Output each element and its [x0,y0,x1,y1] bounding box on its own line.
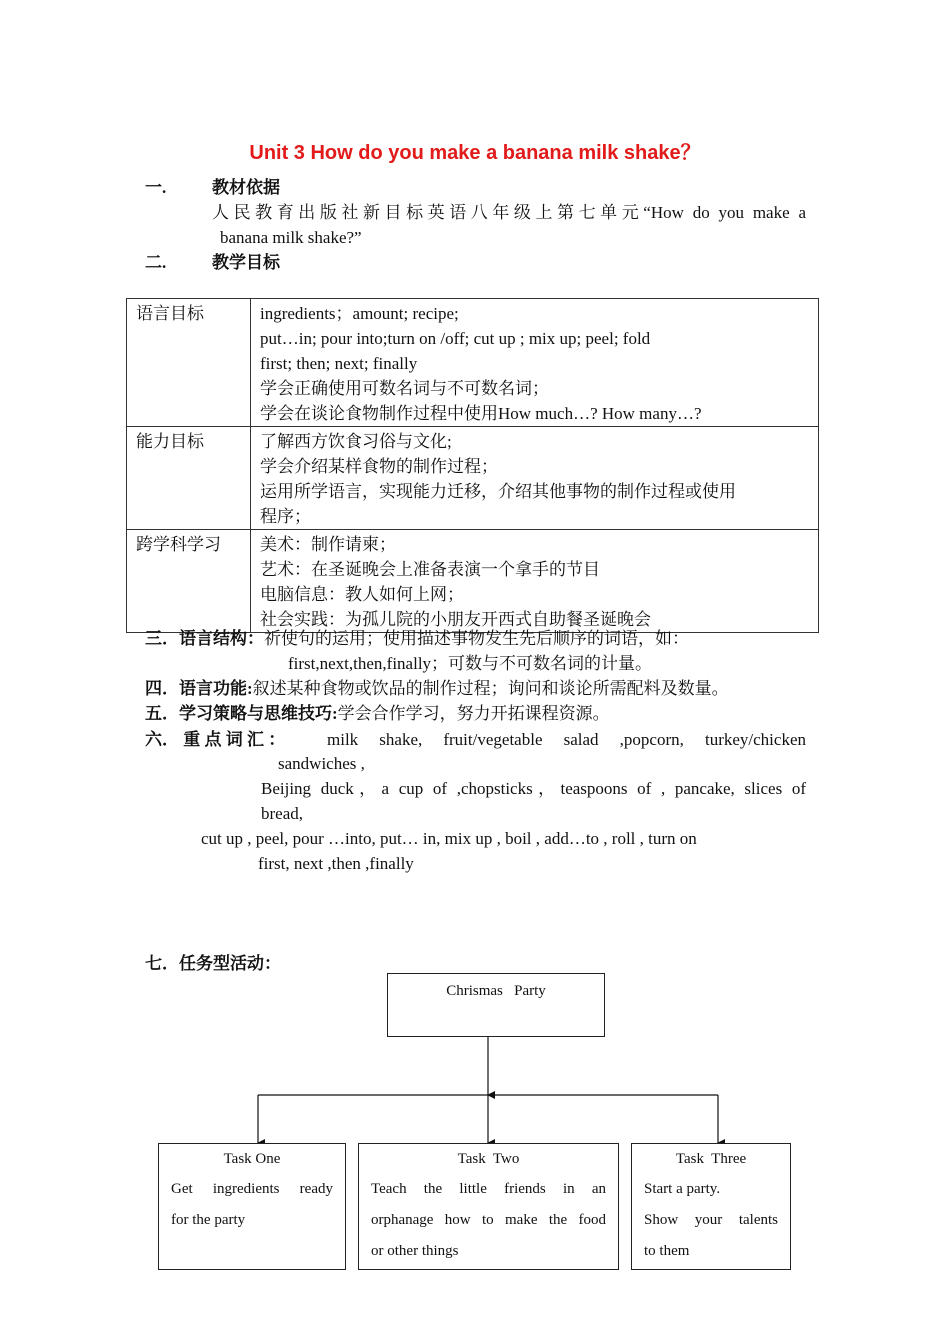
task-three-line: Show your talents [644,1212,778,1228]
task-one-line: for the party [171,1212,246,1228]
task-two-box [358,1143,619,1270]
task-two-line: Teach the little friends in an [371,1181,606,1197]
task-three-line: Start a party. [644,1181,721,1197]
task-two-line: orphanage how to make the food [371,1212,606,1228]
goal-label: 能力目标 [127,427,251,530]
goal-line: 电脑信息：教人如何上网； [260,585,464,604]
section-1-heading: 教材依据 [212,178,280,197]
section-6-heading: 六． 重 点 词 汇 ： [145,730,286,749]
task-three-body [632,1174,790,1267]
task-one-body [159,1174,345,1236]
section-3-text-line2: first,next,then,finally；可数与不可数名词的计量。 [288,654,653,673]
task-one-line: Get ingredients ready [171,1181,333,1197]
task-two-title: Task Two [457,1151,520,1167]
goal-line: 美术：制作请柬； [260,535,396,554]
section-2-heading: 教学目标 [212,253,280,272]
goal-line: put…in; pour into;turn on /off; cut up ; mix up; peel; fold [260,329,651,348]
vocab-line-4: bread, [261,804,304,823]
section-5-heading: 五．学习策略与思维技巧: [145,704,338,723]
diagram-root-label: Chrismas Party [446,983,546,999]
goal-line: 学会正确使用可数名词与不可数名词； [260,379,549,398]
section-2-number: 二. [145,253,167,272]
task-three-title: Task Three [675,1151,747,1167]
vocab-line-5: cut up , peel, pour …into, put… in, mix up , boil , add…to , roll , turn on [201,829,697,848]
section-1-text-line2: banana milk shake?” [220,228,362,247]
goal-line: 学会在谈论食物制作过程中使用How much…? How many…? [260,404,702,423]
section-7-heading: 七．任务型活动： [145,954,281,973]
diagram-root-box [387,973,605,1037]
section-3-heading: 三．语言结构： [145,629,264,648]
task-two-body [359,1174,618,1267]
task-two-line: or other things [371,1243,459,1259]
task-one-title: Task One [223,1151,281,1167]
task-three-box [631,1143,791,1270]
goal-line: 运用所学语言，实现能力迁移，介绍其他事物的制作过程或使用 [260,482,736,501]
goal-label: 语言目标 [127,299,251,427]
goal-line: 程序； [260,507,311,526]
goal-line: 艺术：在圣诞晚会上准备表演一个拿手的节目 [260,560,600,579]
vocab-line-6: first, next ,then ,finally [258,854,414,873]
goal-line: ingredients；amount; recipe; [260,304,459,323]
goal-line: 了解西方饮食习俗与文化; [260,432,452,451]
task-one-box [158,1143,346,1270]
page-title: Unit 3 How do you make a banana milk shake？ [249,142,701,164]
task-three-line: to them [644,1243,690,1259]
section-1-text-line1: 人民教育出版社新目标英语八年级上第七单元“How do you make a [212,203,806,222]
section-5-text: 学会合作学习，努力开拓课程资源。 [337,704,610,723]
vocab-line-2: sandwiches , [278,754,365,773]
goal-line: 社会实践：为孤儿院的小朋友开西式自助餐圣诞晚会 [260,610,651,629]
vocab-line-3: Beijing duck，a cup of ,chopsticks，teaspoons of , pancake, slices of [261,779,806,798]
section-1-number: 一. [145,178,167,197]
section-4-heading: 四．语言功能: [145,679,253,698]
goal-line: first; then; next; finally [260,354,418,373]
goal-line: 学会介绍某样食物的制作过程； [260,457,498,476]
goal-label: 跨学科学习 [127,530,251,633]
section-4-text: 叙述某种食物或饮品的制作过程；询问和谈论所需配料及数量。 [252,679,729,698]
vocab-line-1: milk shake, fruit/vegetable salad ,popcorn, turkey/chicken [327,730,806,749]
section-3-text: 祈使句的运用；使用描述事物发生先后顺序的词语，如： [264,629,689,648]
